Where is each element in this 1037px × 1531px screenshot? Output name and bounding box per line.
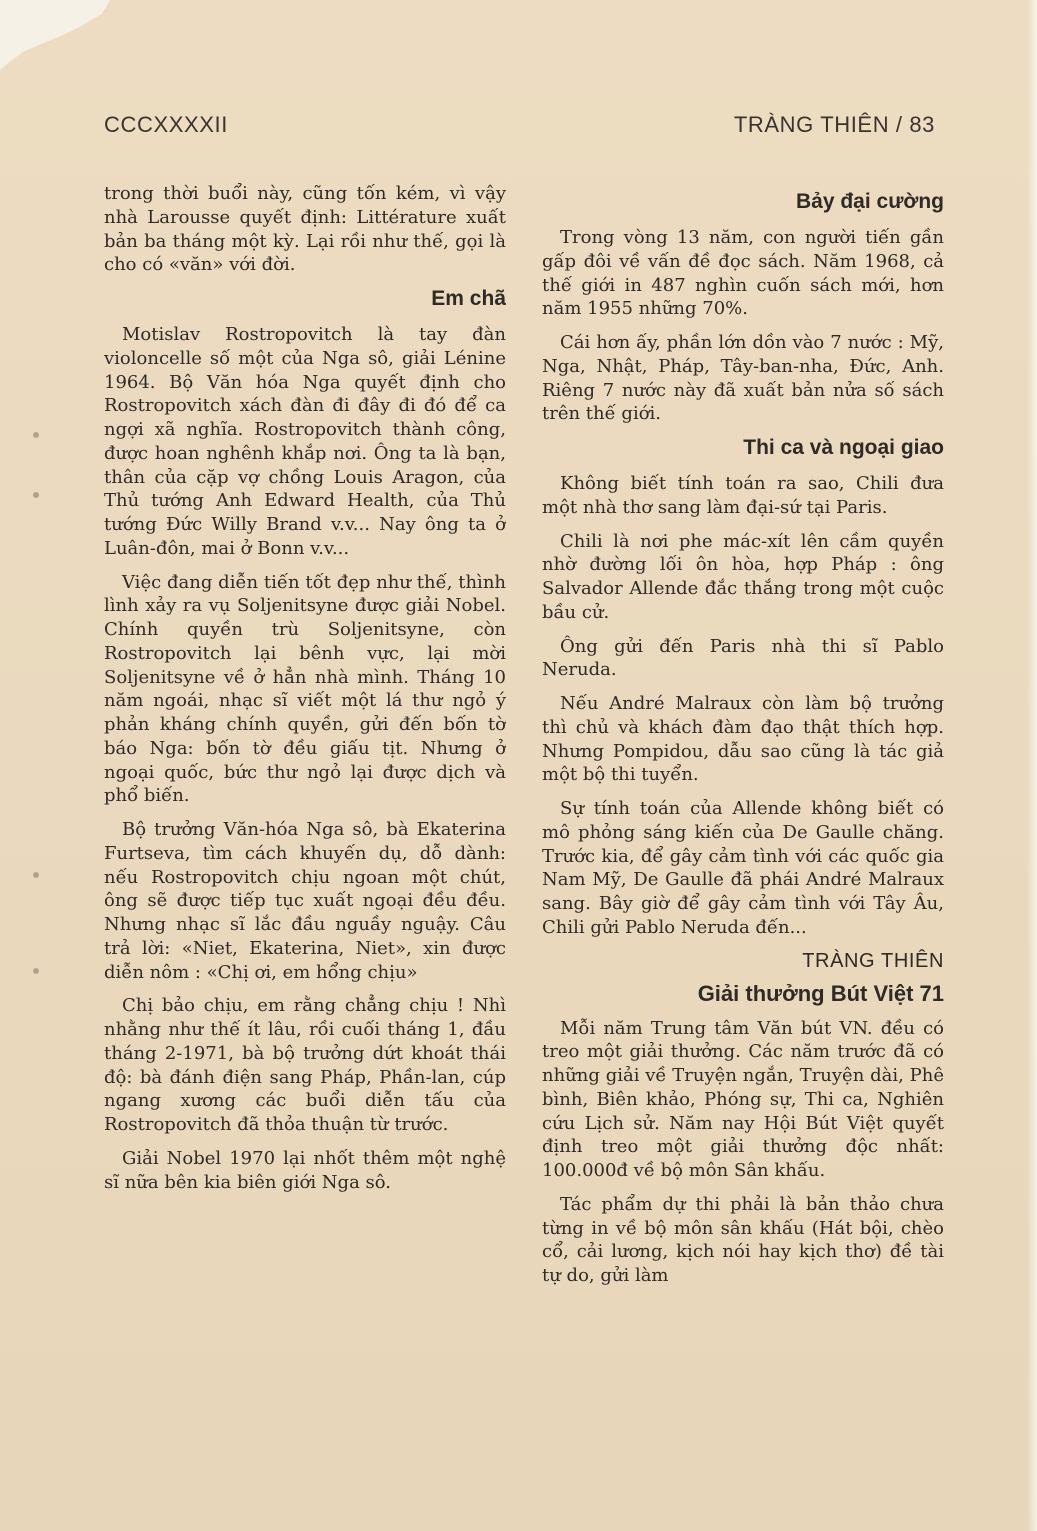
header-left: CCCXXXXII [104,112,228,137]
main-section-title: Giải thưởng Bút Việt 71 [697,980,944,1006]
right-paragraph-4: Chili là nơi phe mác-xít lên cầm quyền nhờ đường lối ôn hòa, hợp Pháp : ông Salvador Allende đắc thắng trong một cuộc bầu cử. [542,530,944,623]
page-mark-dot [33,872,39,878]
right-paragraph-3: Không biết tính toán ra sao, Chili đưa một nhà thơ sang làm đại-sứ tại Paris. [542,473,944,518]
left-paragraph-3: Việc đang diễn tiến tốt đẹp như thế, thình lình xảy ra vụ Soljenitsyne được giải Nobel. Chính quyền trù Soljenitsyne, còn Rostropovitch lại bênh vực, lại mời Soljenitsyne về ở hẳn nhà mình. Tháng 10 năm ngoái, nhạc sĩ viết một lá thư ngỏ ý phản kháng chính quyền, gửi đến bốn tờ báo Nga: bốn tờ đều giấu tịt. Nhưng ở ngoại quốc, bức thư ngỏ lại được dịch và phổ biến. [104,571,506,807]
right-paragraph-1: Trong vòng 13 năm, con người tiến gần gấp đôi về vấn đề đọc sách. Năm 1968, cả thế giới in 487 nghìn cuốn sách mới, hơn năm 1955 những 70%. [542,227,944,320]
author-signature: TRÀNG THIÊN [802,949,944,972]
left-paragraph-5: Chị bảo chịu, em rằng chẳng chịu ! Nhì nhằng như thế ít lâu, rồi cuối tháng 1, đầu tháng 2-1971, bà bộ trưởng dứt khoát thái độ: bà đánh điện sang Pháp, Phần-lan, cúp ngang xương các buổi diễn tấu của Rostropovitch đã thỏa thuận từ trước. [104,995,506,1135]
page-mark-dot [33,492,39,498]
left-paragraph-1: trong thời buổi này, cũng tốn kém, vì vậy nhà Larousse quyết định: Littérature xuất bản ba tháng một kỳ. Lại rồi như thế, gọi là cho có «văn» với đời. [104,183,506,276]
right-paragraph-8: Mỗi năm Trung tâm Văn bút VN. đều có treo một giải thưởng. Các năm trước đã có những giải về Truyện ngắn, Truyện dài, Phê bình, Biên khảo, Phóng sự, Thi ca, Nghiên cứu Lịch sử. Năm nay Hội Bút Việt quyết định treo một giải thưởng độc nhất: 100.000đ về bộ môn Sân khấu. [542,1017,944,1181]
right-paragraph-5: Ông gửi đến Paris nhà thi sĩ Pablo Neruda. [542,635,944,681]
right-paragraph-9: Tác phẩm dự thi phải là bản thảo chưa từng in về bộ môn sân khấu (Hát bội, chèo cổ, cải lương, kịch nói hay kịch thơ) đề tài tự do, gửi làm [542,1193,944,1286]
left-paragraph-6: Giải Nobel 1970 lại nhốt thêm một nghệ sĩ nữa bên kia biên giới Nga sô. [104,1147,506,1193]
page-mark-dot [33,432,39,438]
right-paragraph-6: Nếu André Malraux còn làm bộ trưởng thì chủ và khách đàm đạo thật thích hợp. Nhưng Pompidou, dẫu sao cũng là tác giả một bộ thi tuyển. [542,693,944,786]
header-right: TRÀNG THIÊN / 83 [733,112,935,137]
left-section-title: Em chã [431,287,506,310]
right-section-title-2: Thi ca và ngoại giao [743,436,944,459]
page-header [104,112,935,138]
torn-corner [0,0,110,80]
left-column [104,182,506,1432]
right-paragraph-7: Sự tính toán của Allende không biết có mô phỏng sáng kiến của De Gaulle chăng. Trước kia, để gây cảm tình với các quốc gia Nam Mỹ, De Gaulle đã phái André Malraux sang. Bây giờ để gây cảm tình với Tây Âu, Chili gửi Pablo Neruda đến... [542,798,944,938]
right-paragraph-2: Cái hơn ấy, phần lớn dồn vào 7 nước : Mỹ, Nga, Nhật, Pháp, Tây-ban-nha, Đức, Anh. Riêng 7 nước này đã xuất bản nửa số sách trên thế giới. [542,332,944,425]
right-page-edge [1027,0,1037,1531]
article-columns [104,182,944,1432]
page-mark-dot [33,968,39,974]
left-paragraph-2: Motislav Rostropovitch là tay đàn violoncelle số một của Nga sô, giải Lénine 1964. Bộ Văn hóa Nga quyết định cho Rostropovitch xách đàn đi đây đi đó để ca ngợi xã nghĩa. Rostropovitch thành công, được hoan nghênh khắp nơi. Ông ta là bạn, thân của cặp vợ chồng Louis Aragon, của Thủ tướng Anh Edward Health, của Thủ tướng Đức Willy Brand v.v... Nay ông ta ở Luân-đôn, mai ở Bonn v.v... [104,324,506,559]
right-section-title-1: Bảy đại cường [795,190,944,213]
left-paragraph-4: Bộ trưởng Văn-hóa Nga sô, bà Ekaterina Furtseva, tìm cách khuyến dụ, dỗ dành: nếu Rostropovitch chịu ngoan một chút, ông sẽ được tiếp tục xuất ngoại đều đều. Nhưng nhạc sĩ lắc đầu nguầy nguậy. Câu trả lời: «Niet, Ekaterina, Niet», xin được diễn nôm : «Chị ơi, em hổng chịu» [104,819,506,983]
right-column [542,182,944,1432]
